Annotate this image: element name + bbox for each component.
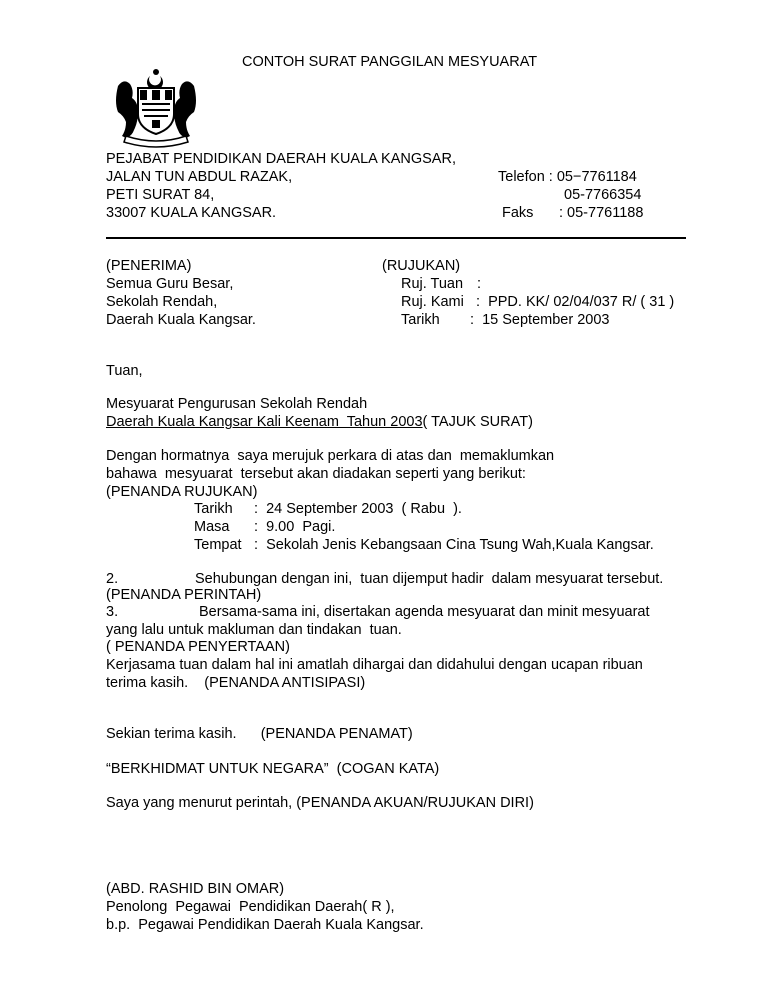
para-3-text-1: Bersama-sama ini, disertakan agenda mesyuarat dan minit mesyuarat: [199, 604, 650, 620]
ruj-kami-label: Ruj. Kami: [401, 294, 464, 310]
faks-label: Faks: [502, 205, 534, 221]
para-2-text: Sehubungan dengan ini, tuan dijemput hadir dalam mesyuarat tersebut.: [195, 571, 664, 587]
signatory-name: (ABD. RASHID BIN OMAR): [106, 881, 285, 897]
recipient-line-2: Sekolah Rendah,: [106, 294, 218, 310]
sender-address-line-1: PEJABAT PENDIDIKAN DAERAH KUALA KANGSAR,: [106, 151, 456, 167]
detail-tarikh-label: Tarikh: [194, 501, 233, 517]
ruj-kami-value: : PPD. KK/ 02/04/037 R/ ( 31 ): [476, 294, 675, 310]
subject-line-2: [106, 413, 533, 431]
tarikh-value: : 15 September 2003: [470, 312, 610, 328]
salutation: Tuan,: [106, 363, 143, 379]
telefon-line: Telefon : 05−7761184: [498, 169, 637, 185]
closing-line: Sekian terima kasih. (PENANDA PENAMAT): [106, 726, 413, 742]
motto: “BERKHIDMAT UNTUK NEGARA” (COGAN KATA): [106, 761, 440, 777]
detail-tarikh-value: : 24 September 2003 ( Rabu ).: [254, 501, 462, 517]
recipient-line-1: Semua Guru Besar,: [106, 276, 234, 292]
sign-off: Saya yang menurut perintah, (PENANDA AKUAN/RUJUKAN DIRI): [106, 795, 534, 811]
detail-tempat-value: : Sekolah Jenis Kebangsaan Cina Tsung Wah,Kuala Kangsar.: [254, 537, 654, 553]
detail-tempat-label: Tempat: [194, 537, 242, 553]
sender-address-line-3: PETI SURAT 84,: [106, 187, 215, 203]
para-3-text-2: yang lalu untuk makluman dan tindakan tuan.: [106, 622, 402, 638]
reference-heading: (RUJUKAN): [382, 258, 461, 274]
closing-para-line-2: terima kasih. (PENANDA ANTISIPASI): [106, 675, 366, 691]
intro-line-2: bahawa mesyuarat tersebut akan diadakan seperti yang berikut:: [106, 466, 526, 482]
sender-address-line-2: JALAN TUN ABDUL RAZAK,: [106, 169, 293, 185]
recipient-heading: (PENERIMA): [106, 258, 192, 274]
para-2-note: (PENANDA PERINTAH): [106, 587, 262, 603]
coat-of-arms-icon: [112, 66, 200, 148]
intro-line-1: Dengan hormatnya saya merujuk perkara di atas dan memaklumkan: [106, 448, 555, 464]
detail-masa-value: : 9.00 Pagi.: [254, 519, 336, 535]
ruj-tuan-label: Ruj. Tuan: [401, 276, 464, 292]
faks-value: : 05-7761188: [559, 205, 644, 221]
para-2-number: 2.: [106, 571, 119, 587]
recipient-line-3: Daerah Kuala Kangsar.: [106, 312, 256, 328]
para-3-note: ( PENANDA PENYERTAAN): [106, 639, 290, 655]
closing-para-line-1: Kerjasama tuan dalam hal ini amatlah dihargai dan didahului dengan ucapan ribuan: [106, 657, 643, 673]
para-3-number: 3.: [106, 604, 119, 620]
subject-title: Daerah Kuala Kangsar Kali Keenam Tahun 2003: [106, 414, 423, 430]
tarikh-label: Tarikh: [401, 312, 440, 328]
intro-line-3: (PENANDA RUJUKAN): [106, 484, 258, 500]
document-title: CONTOH SURAT PANGGILAN MESYUARAT: [242, 54, 538, 70]
sender-address-line-4: 33007 KUALA KANGSAR.: [106, 205, 277, 221]
subject-note: ( TAJUK SURAT): [422, 414, 533, 430]
ruj-tuan-value: :: [477, 276, 482, 292]
subject-line-1: Mesyuarat Pengurusan Sekolah Rendah: [106, 396, 368, 412]
signatory-title-1: Penolong Pegawai Pendidikan Daerah( R ),: [106, 899, 395, 915]
signatory-title-2: b.p. Pegawai Pendidikan Daerah Kuala Kangsar.: [106, 917, 424, 933]
detail-masa-label: Masa: [194, 519, 230, 535]
telefon-line-2: 05-7766354: [564, 187, 642, 203]
header-divider: [106, 237, 686, 239]
